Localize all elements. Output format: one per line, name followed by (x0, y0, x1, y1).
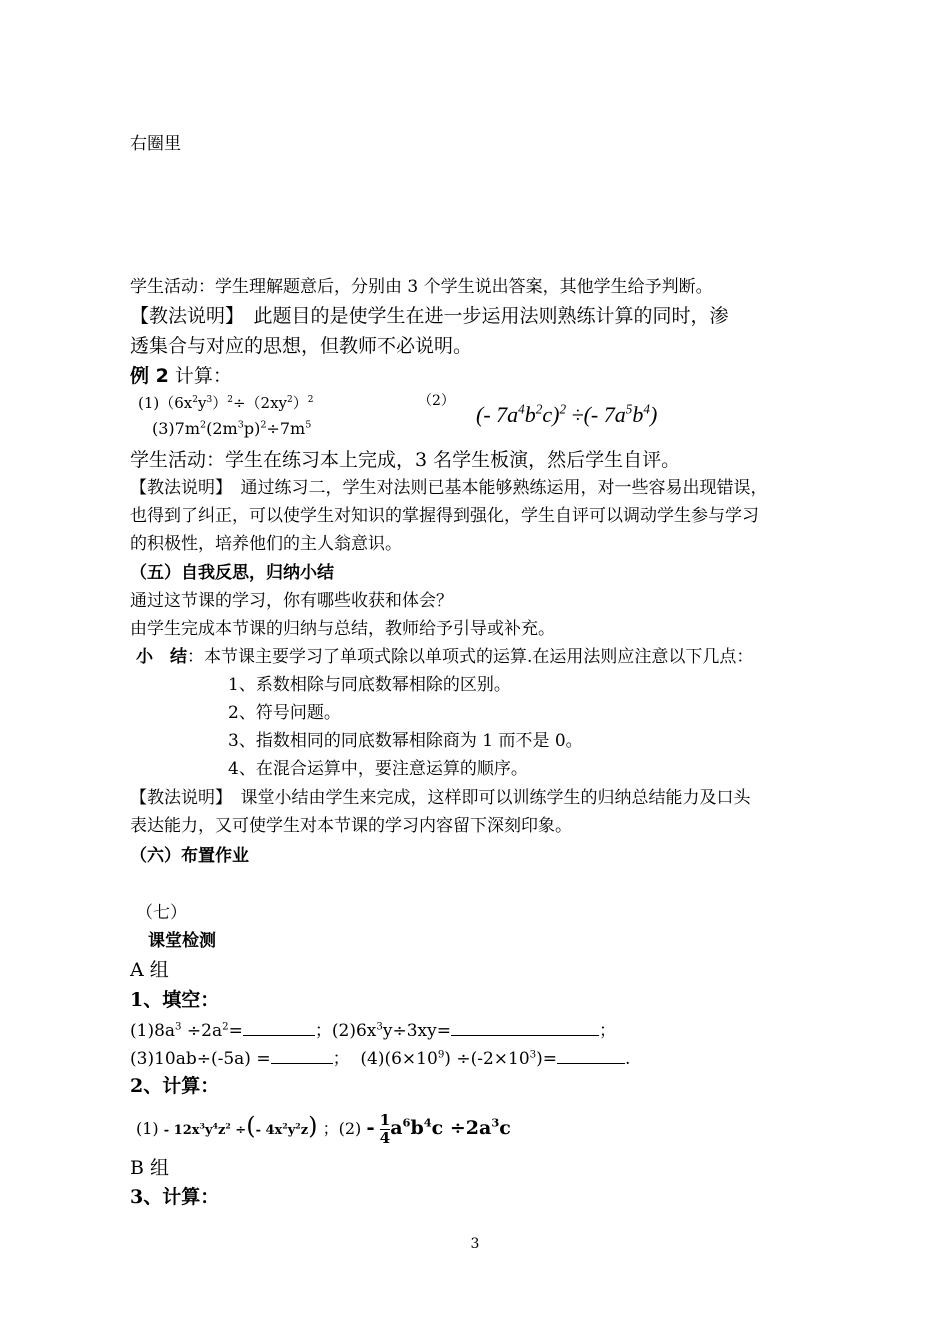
summary-point: 1、系数相除与同底数幂相除的区别。 (228, 675, 511, 695)
text-line: 由学生完成本节课的归纳与总结，教师给予引导或补充。 (130, 619, 555, 639)
section-heading: （五）自我反思，归纳小结 (130, 563, 334, 583)
summary-text: ：本节课主要学习了单项式除以单项式的运算.在运用法则应注意以下几点： (187, 647, 754, 667)
text-line: 【教法说明】 通过练习二，学生对法则已基本能够熟练运用，对一些容易出现错误， (130, 478, 768, 498)
section-heading: （六）布置作业 (130, 846, 249, 866)
group-label: B 组 (130, 1157, 170, 1179)
section-heading: 课堂检测 (148, 931, 216, 951)
text-line: 表达能力，又可使学生对本节课的学习内容留下深刻印象。 (130, 816, 572, 836)
question-heading: 2、计算： (130, 1075, 220, 1097)
text-line: 学生活动：学生理解题意后，分别由 3 个学生说出答案，其他学生给予判断。 (130, 277, 713, 297)
math-formula: (- $7a^4b^2c)^2$ ÷(- $7a^5b^4$) (476, 401, 658, 427)
math-line: $(1)(6x^2y^3)^2\div(2xy^2)^2$ (138, 394, 314, 412)
group-label: A 组 (130, 959, 169, 981)
text-line: 透集合与对应的思想，但教师不必说明。 (130, 335, 473, 357)
text-line: 的积极性，培养他们的主人翁意识。 (130, 534, 402, 554)
question-heading: 3、计算： (130, 1186, 220, 1208)
summary-point: 2、符号问题。 (228, 703, 341, 723)
page-number: 3 (470, 1236, 480, 1252)
fill-line: (3)10ab÷(-5a) = ； $(4)(6\times 10^9) \div(-2\times 10^3)=$ . (130, 1045, 630, 1070)
math-line: $(3)7m^2(2m^3p)^2\div 7m^5$ (152, 419, 312, 438)
text-line: 右圈里 (130, 134, 181, 154)
text-line: 学生活动：学生在练习本上完成，3 名学生板演，然后学生自评。 (130, 449, 681, 471)
fill-line: $(1)8a^3 \div 2a^2=$ ；$(2)6x^3y\div 3xy=$ ； (130, 1017, 616, 1042)
math-label: （2） (418, 393, 455, 409)
text-line: 通过这节课的学习，你有哪些收获和体会？ (130, 591, 453, 611)
example-label: 例 2 (130, 365, 169, 387)
summary-label: 小 结 (136, 647, 187, 667)
summary-line (136, 646, 753, 668)
question-heading: 1、填空： (130, 989, 220, 1011)
text-line: 【教法说明】 课堂小结由学生来完成，这样即可以训练学生的归纳总结能力及口头 (130, 788, 751, 808)
summary-point: 4、在混合运算中，要注意运算的顺序。 (228, 759, 528, 779)
example-text: 计算： (168, 365, 232, 387)
text-line: 【教法说明】 此题目的是使学生在进一步运用法则熟练计算的同时，渗 (130, 305, 729, 327)
calc-line: $(1) - 12x^3y^4z^2$ ÷(- $4x^2y^2z$) ；(2) - $\frac{1}{4}$ $a^6b^4c \div 2a^3c$ (136, 1111, 511, 1147)
summary-point: 3、指数相同的同底数幂相除商为 1 而不是 0。 (228, 731, 583, 751)
section-number: （七） (136, 903, 187, 923)
text-line: 也得到了纠正，可以使学生对知识的掌握得到强化，学生自评可以调动学生参与学习 (130, 506, 759, 526)
example-heading (130, 364, 232, 388)
